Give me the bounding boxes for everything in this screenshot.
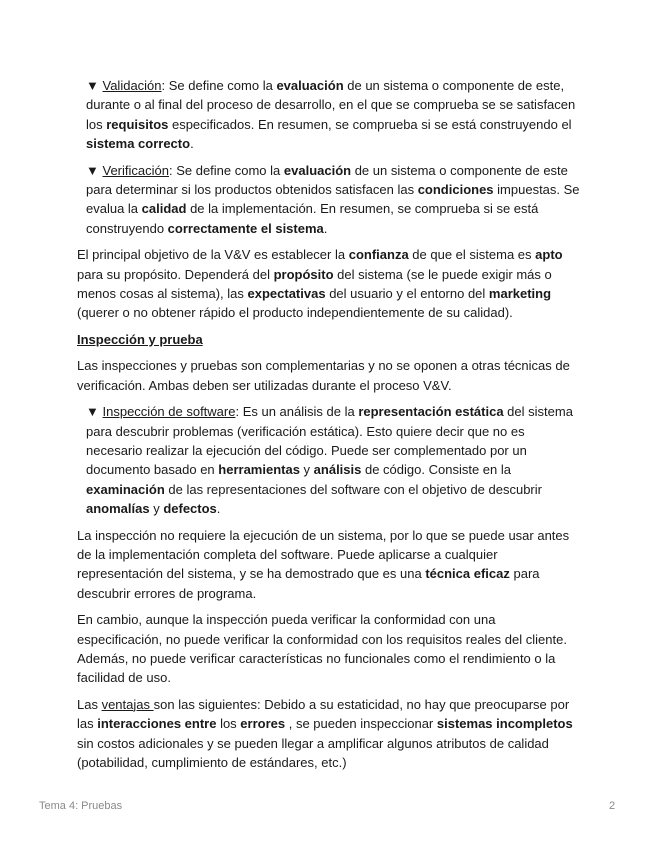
text: El principal objetivo de la V&V es establecer la — [77, 247, 349, 263]
bold-text: examinación — [86, 481, 165, 497]
toggle-validacion-text — [86, 76, 582, 154]
text: de la implementación. En resumen, se comprueba si se está construyendo — [86, 201, 539, 236]
text: son las siguientes: Debido a su estaticidad, no hay que preocuparse por las — [77, 696, 570, 732]
text: . — [323, 220, 328, 236]
bold-text: evaluación — [283, 162, 352, 178]
text: : Es un análisis de la — [235, 404, 359, 420]
footer-title: Tema 4: Pruebas — [39, 800, 123, 812]
bold-text: representación estática — [358, 404, 504, 420]
underlined-text: ventajas — [101, 696, 154, 712]
bold-text: errores — [240, 716, 286, 732]
text: del sistema para descubrir problemas (verificación estática). Esto quiere decir que no es necesario realizar la ejecución del código. Puede ser complementado por un documento basado en — [86, 404, 573, 478]
text: para descubrir errores de programa. — [77, 566, 540, 601]
bold-text: sistemas incompletos — [436, 716, 573, 732]
bold-text: interacciones entre — [97, 716, 217, 732]
text: , se pueden inspeccionar — [285, 716, 437, 732]
text: para su propósito. Dependerá del — [77, 266, 274, 282]
paragraph-encambio: En cambio, aunque la inspección pueda verificar la conformidad con una especificación, no puede verificar la conformidad con los requisitos reales del cliente. Además, no puede verificar características no funcionales como el rendimiento o la facilidad de uso. — [77, 612, 567, 686]
toggle-validacion[interactable] — [86, 76, 582, 154]
bold-text: calidad — [141, 201, 187, 217]
toggle-verificacion-text — [86, 161, 582, 239]
text: . — [190, 136, 194, 152]
bold-text: expectativas — [247, 286, 326, 302]
term-inspeccion: Inspección de software — [102, 404, 236, 420]
paragraph-noejecucion — [77, 526, 582, 604]
bold-text: anomalías — [86, 501, 150, 517]
text: de un sistema o componente de este, durante o al final del proceso de desarrollo, en el que se comprueba se se satisfacen los — [86, 78, 576, 132]
text: de un sistema o componente de este para determinar si los productos obtenidos satisfacen las — [86, 162, 568, 198]
paragraph-complementarias: Las inspecciones y pruebas son complementarias y no se oponen a otras técnicas de verificación. Ambas deben ser utilizadas durante el proceso V&V. — [77, 358, 570, 393]
bold-text: correctamente el sistema — [167, 220, 324, 236]
toggle-verificacion[interactable] — [86, 161, 582, 239]
text: sin costos adicionales y se pueden llegar a amplificar algunos atributos de calidad (potabilidad, cumplimiento de estándares, etc.) — [77, 735, 549, 770]
text: . — [216, 501, 221, 517]
term-verificacion: Verificación — [102, 162, 169, 178]
text: del usuario y el entorno del — [325, 286, 489, 302]
text: del sistema (se le puede exigir más o menos cosas al sistema), las — [77, 266, 552, 302]
bold-text: evaluación — [276, 78, 344, 93]
text: impuestas. Se evalua la — [86, 182, 580, 217]
text: La inspección no requiere la ejecución de un sistema, por lo que se puede usar antes de la implementación completa del software. Puede aplicarse a cualquier representación del sistema, y se ha demostrado que es una — [77, 527, 570, 582]
toggle-arrow-icon[interactable]: ▼ — [86, 404, 99, 420]
text: de las representaciones del software con el objetivo de descubrir — [164, 481, 542, 497]
bold-text: sistema correcto — [86, 136, 191, 152]
section-heading: Inspección y prueba — [77, 331, 203, 347]
bold-text: apto — [535, 247, 563, 263]
bold-text: confianza — [348, 247, 409, 263]
bold-text: análisis — [313, 462, 362, 478]
text: especificados. En resumen, se comprueba si se está construyendo el — [168, 116, 572, 132]
text: de que el sistema es — [408, 247, 536, 263]
toggle-arrow-icon[interactable]: ▼ — [86, 78, 99, 93]
page-number: 2 — [609, 800, 616, 812]
text: (querer o no obtener rápido el producto independientemente de su calidad). — [77, 305, 513, 321]
bold-text: herramientas — [218, 462, 300, 478]
text: y — [299, 462, 314, 478]
text: y — [149, 501, 164, 517]
document-body — [77, 76, 582, 779]
bold-text: propósito — [273, 266, 334, 282]
term-validacion: Validación — [102, 78, 162, 93]
text: : Se define como la — [161, 78, 277, 93]
toggle-arrow-icon[interactable]: ▼ — [86, 162, 99, 178]
text: Las — [77, 696, 102, 712]
bold-text: marketing — [488, 286, 552, 302]
paragraph-ventajas — [77, 695, 582, 773]
bold-text: condiciones — [417, 182, 494, 198]
text: : Se define como la — [168, 162, 284, 178]
bold-text: requisitos — [106, 116, 169, 132]
text: de código. Consiste en la — [361, 462, 511, 478]
toggle-inspeccion[interactable] — [86, 402, 582, 518]
bold-text: técnica eficaz — [425, 566, 510, 582]
paragraph-objetivo — [77, 245, 582, 323]
text: los — [216, 716, 241, 732]
toggle-inspeccion-text — [86, 402, 582, 518]
bold-text: defectos — [163, 501, 217, 517]
